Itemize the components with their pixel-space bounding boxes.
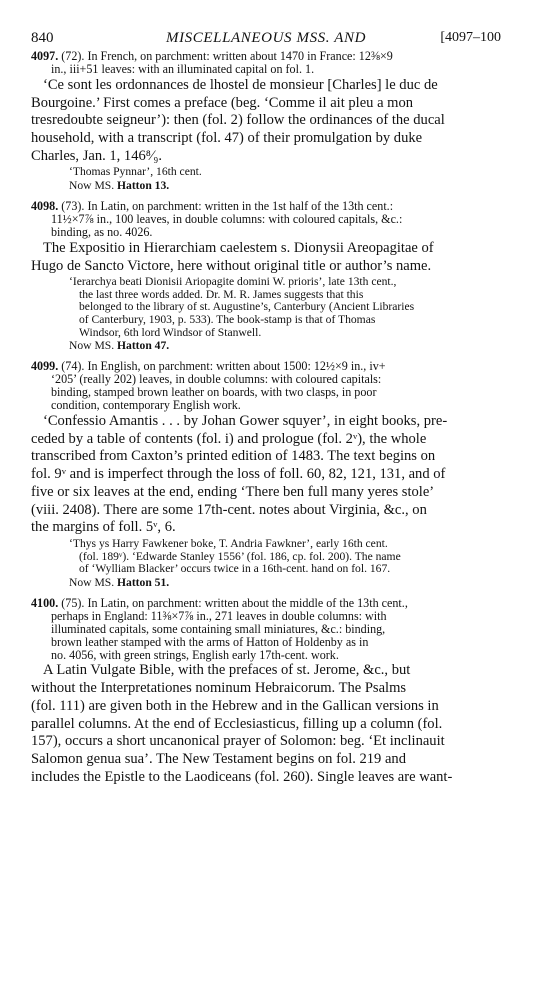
entry-description [31,77,501,166]
shelfmark-reference: Hatton 13. [117,178,170,192]
description-line: (viii. 2408). There are some 17th-cent. notes about Virginia, &c., on [31,501,427,518]
summary-line: illuminated capitals, some containing small miniatures, &c.: binding, [51,621,386,636]
shelfmark [69,179,501,192]
note-line: belonged to the library of st. Augustine’s, Canterbury (Ancient Libraries [79,300,415,314]
page-number: 840 [31,30,54,46]
shelfmark [69,339,501,352]
description-line: 157), occurs a short uncanonical prayer of Solomon: beg. ‘Et inclinauit [31,733,445,750]
catalogue-entries [31,50,501,786]
summary-line: (73). In Latin, on parchment: written in the 1st half of the 13th cent.: [61,199,394,214]
summary-line: brown leather stamped with the arms of Hatton of Holdenby as in [51,634,369,649]
entry-summary [31,199,501,239]
description-line: tresredoubte seigneur’): then (fol. 2) follow the ordinances of the ducal [31,112,445,129]
summary-line: (74). In English, on parchment: written about 1500: 12½×9 in., iv+ [61,359,386,374]
description-line: five or six leaves at the end, ending ‘There ben full many yeres stole’ [31,483,435,500]
note-line: ‘Thys ys Harry Fawkener boke, T. Andria Fawkner’, early 16th cent. [69,536,388,550]
summary-line: 11½×7⅞ in., 100 leaves, in double columns: with coloured capitals, &c.: [51,212,403,227]
description-line: Bourgoine.’ First comes a preface (beg. ‘Comme il ait pleu a mon [31,94,414,111]
description-line: ceded by a table of contents (fol. i) and prologue (fol. 2ᵛ), the whole [31,430,427,447]
entry-description [31,240,501,275]
provenance-note [69,536,501,576]
description-line: ‘Ce sont les ordonnances de lhostel de monsieur [Charles] le duc de [43,76,438,93]
summary-line: no. 4056, with green strings, English early 17th-cent. work. [51,647,339,662]
note-line: Windsor, 6th lord Windsor of Stanwell. [79,325,262,339]
running-title: MISCELLANEOUS MSS. AND [165,30,366,46]
shelfmark-prefix: Now MS. [69,575,117,589]
summary-line: perhaps in England: 11⅜×7⅞ in., 271 leaves in double columns: with [51,608,387,623]
shelfmark-reference: Hatton 51. [117,575,170,589]
entry-range: [4097–100 [440,30,501,45]
shelfmark-reference: Hatton 47. [117,339,170,353]
entry-description [31,662,501,786]
description-line: Hugo de Sancto Victore, here without original title or author’s name. [31,257,432,274]
description-line: The Expositio in Hierarchiam caelestem s. Dionysii Areopagitae of [43,239,434,256]
note-line: of Canterbury, 1903, p. 533). The book-stamp is that of Thomas [79,313,376,327]
shelfmark [69,576,501,589]
description-line: transcribed from Caxton’s printed edition of 1483. The text begins on [31,448,436,465]
note-line: ‘Thomas Pynnar’, 16th cent. [69,165,202,179]
catalogue-entry [31,360,501,589]
summary-line: binding, stamped brown leather on boards, with two clasps, in poor [51,385,377,400]
summary-line: in., iii+51 leaves: with an illuminated capital on fol. 1. [51,61,315,76]
description-line: (fol. 111) are given both in the Hebrew and in the Gallican versions in [31,697,439,714]
catalogue-entry [31,50,501,192]
description-line: the margins of foll. 5ᵛ, 6. [31,519,176,536]
summary-line: (72). In French, on parchment: written about 1470 in France: 12⅜×9 [61,49,393,63]
shelfmark-prefix: Now MS. [69,178,117,192]
summary-line: (75). In Latin, on parchment: written about the middle of the 13th cent., [61,595,408,610]
entry-summary [31,595,501,662]
entry-summary [31,49,501,76]
description-line: without the Interpretationes nominum Hebraicorum. The Psalms [31,680,407,697]
entry-number: 4097. [31,49,59,63]
shelfmark-prefix: Now MS. [69,339,117,353]
note-line: the last three words added. Dr. M. R. James suggests that this [79,287,364,301]
entry-number: 4100. [31,595,59,610]
summary-line: condition, contemporary English work. [51,398,241,413]
description-line: parallel columns. At the end of Ecclesiasticus, filling up a column (fol. [31,715,443,732]
note-line: (fol. 189ᵛ). ‘Edwarde Stanley 1556’ (fol. 186, cp. fol. 200). The name [79,549,401,563]
note-line: of ‘Wylliam Blacker’ occurs twice in a 16th-cent. hand on fol. 167. [79,562,391,576]
description-line: fol. 9ᵛ and is imperfect through the loss of foll. 60, 82, 121, 131, and of [31,466,446,483]
provenance-note [69,275,501,339]
running-header [31,30,501,50]
description-line: household, with a transcript (fol. 47) of their promulgation by duke [31,129,423,146]
entry-description [31,413,501,537]
description-line: ‘Confessio Amantis . . . by Johan Gower squyer’, in eight books, pre- [43,413,448,430]
summary-line: binding, as no. 4026. [51,224,153,239]
entry-summary [31,359,501,413]
description-line: Charles, Jan. 1, 146⁸⁄₉. [31,147,162,164]
description-line: A Latin Vulgate Bible, with the prefaces of st. Jerome, &c., but [43,662,411,679]
note-line: ‘Ierarchya beati Dionisii Ariopagite domini W. prioris’, late 13th cent., [69,275,397,289]
description-line: Salomon genua sua’. The New Testament begins on fol. 219 and [31,751,406,767]
description-line: includes the Epistle to the Laodiceans (fol. 260). Single leaves are want- [31,768,453,785]
provenance-note [69,165,501,179]
summary-line: ‘205’ (really 202) leaves, in double columns: with coloured capitals: [51,372,382,387]
entry-number: 4098. [31,199,59,214]
catalogue-entry [31,200,501,352]
catalogue-entry [31,597,501,786]
entry-number: 4099. [31,359,59,374]
